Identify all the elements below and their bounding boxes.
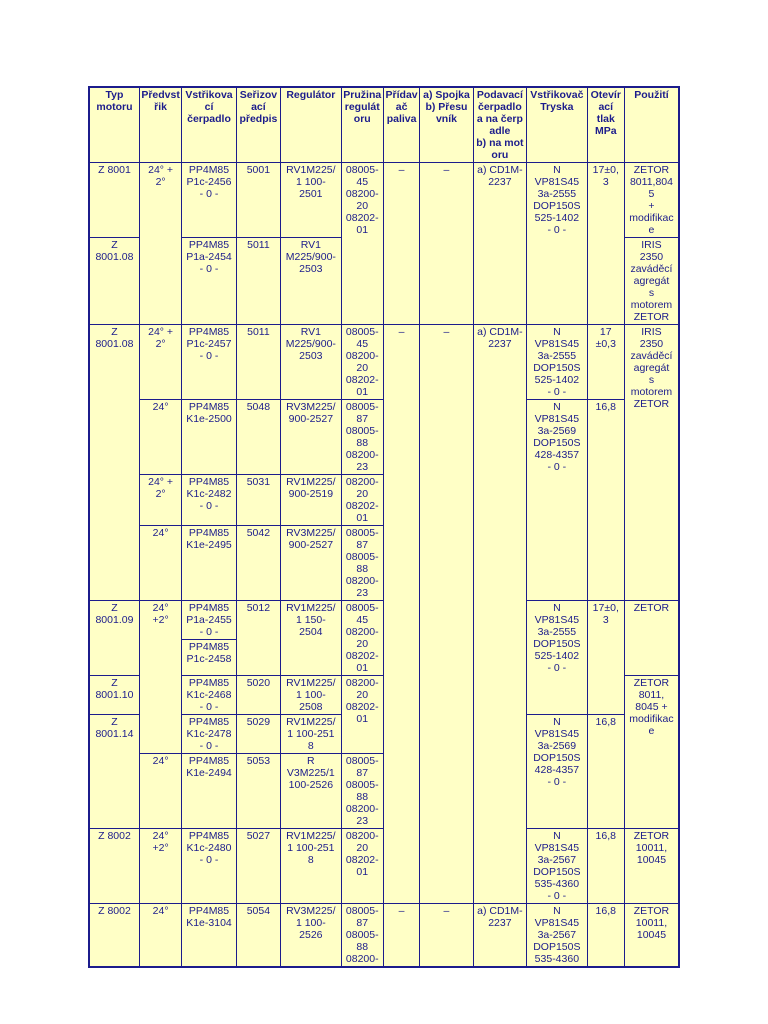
cell-oteviraci-tlak: 17 ±0,3 xyxy=(587,325,624,400)
cell-pridavac: – xyxy=(383,325,419,904)
cell-typ-motoru: Z 8001.09 xyxy=(89,601,139,676)
cell-cerpadlo: PP4M85 K1e-2495 xyxy=(182,526,236,601)
header-serizovaci-predpis: Seřizov ací předpis xyxy=(236,87,280,163)
cell-pridavac: – xyxy=(383,163,419,325)
cell-cerpadlo: PP4M85 P1a-2455 - 0 - xyxy=(182,601,236,640)
cell-regulator: R V3M225/1 100-2526 xyxy=(281,754,342,829)
cell-pruzina: 08005- 45 08200- 20 08202- 01 xyxy=(341,163,383,325)
cell-serizovaci-predpis: 5029 xyxy=(236,715,280,754)
cell-oteviraci-tlak: 16,8 xyxy=(587,400,624,601)
header-pruzina-regulatoru: Pružina regulát oru xyxy=(341,87,383,163)
cell-serizovaci-predpis: 5048 xyxy=(236,400,280,475)
cell-cerpadlo: PP4M85 P1c-2456 - 0 - xyxy=(182,163,236,238)
cell-predvstrik: 24° + 2° xyxy=(139,475,181,526)
cell-regulator: RV1 M225/900- 2503 xyxy=(281,325,342,400)
cell-vstrikovac: N VP81S45 3a-2567 DOP150S 535-4360 - 0 - xyxy=(527,829,588,904)
header-pridavac-paliva: Přídav ač paliva xyxy=(383,87,419,163)
cell-regulator: RV1M225/ 1 150- 2504 xyxy=(281,601,342,676)
cell-cerpadlo: PP4M85 P1a-2454 - 0 - xyxy=(182,238,236,325)
cell-cerpadlo: PP4M85 K1c-2468 - 0 - xyxy=(182,676,236,715)
cell-regulator: RV3M225/ 900-2527 xyxy=(281,526,342,601)
cell-cerpadlo: PP4M85 K1c-2482 - 0 - xyxy=(182,475,236,526)
cell-vstrikovac: N VP81S45 3a-2555 DOP150S 525-1402 - 0 - xyxy=(527,325,588,400)
header-vstrikovaci-cerpadlo: Vstřikova cí čerpadlo xyxy=(182,87,236,163)
cell-pouziti: ZETOR 8011,804 5 + modifikac e xyxy=(624,163,679,238)
cell-typ-motoru: Z 8001.08 xyxy=(89,238,139,325)
cell-oteviraci-tlak: 17±0, 3 xyxy=(587,601,624,715)
cell-predvstrik: 24° +2° xyxy=(139,829,181,904)
cell-predvstrik: 24° xyxy=(139,400,181,475)
cell-typ-motoru: Z 8001.14 xyxy=(89,715,139,829)
cell-pouziti: IRIS 2350 zaváděcí agregát s motorem ZETOR xyxy=(624,325,679,601)
cell-regulator: RV1M225/ 1 100-251 8 xyxy=(281,829,342,904)
cell-podavaci-cerpadlo: a) CD1M- 2237 xyxy=(473,325,526,904)
cell-regulator: RV1 M225/900- 2503 xyxy=(281,238,342,325)
cell-pouziti: ZETOR 10011, 10045 xyxy=(624,829,679,904)
cell-pruzina: 08200- 20 08202- 01 xyxy=(341,475,383,526)
cell-serizovaci-predpis: 5012 xyxy=(236,601,280,676)
cell-pruzina: 08200- 20 08202- 01 xyxy=(341,829,383,904)
header-pouziti: Použití xyxy=(624,87,679,163)
cell-predvstrik: 24° xyxy=(139,904,181,968)
cell-oteviraci-tlak: 16,8 xyxy=(587,829,624,904)
cell-podavaci-cerpadlo: a) CD1M- 2237 xyxy=(473,163,526,325)
cell-serizovaci-predpis: 5011 xyxy=(236,238,280,325)
table-row xyxy=(89,163,679,176)
cell-oteviraci-tlak: 16,8 xyxy=(587,904,624,968)
cell-serizovaci-predpis: 5001 xyxy=(236,163,280,238)
cell-pouziti: ZETOR 10011, 10045 xyxy=(624,904,679,968)
cell-cerpadlo: PP4M85 P1c-2458 xyxy=(182,640,236,676)
table-row xyxy=(89,904,679,917)
cell-vstrikovac: N VP81S45 3a-2555 DOP150S 525-1402 - 0 - xyxy=(527,601,588,715)
cell-pruzina: 08005- 45 08200- 20 08202- 01 xyxy=(341,325,383,400)
cell-regulator: RV3M225/ 900-2527 xyxy=(281,400,342,475)
header-predvstrik: Předvst řik xyxy=(139,87,181,163)
cell-cerpadlo: PP4M85 K1c-2478 - 0 - xyxy=(182,715,236,754)
cell-spojka: – xyxy=(420,325,473,904)
header-row xyxy=(89,87,679,163)
cell-typ-motoru: Z 8001.10 xyxy=(89,676,139,715)
cell-cerpadlo: PP4M85 P1c-2457 - 0 - xyxy=(182,325,236,400)
cell-regulator: RV1M225/ 1 100- 2501 xyxy=(281,163,342,238)
cell-pridavac: – xyxy=(383,904,419,968)
header-regulator: Regulátor xyxy=(281,87,342,163)
cell-vstrikovac: N VP81S45 3a-2567 DOP150S 535-4360 xyxy=(527,904,588,968)
cell-predvstrik: 24° + 2° xyxy=(139,325,181,400)
cell-pruzina: 08005- 45 08200- 20 08202- 01 xyxy=(341,601,383,676)
cell-pruzina: 08200- 20 08202- 01 xyxy=(341,676,383,754)
cell-pruzina: 08005- 87 08005- 88 08200- 23 xyxy=(341,754,383,829)
cell-pouziti: IRIS 2350 zaváděcí agregát s motorem ZETOR xyxy=(624,238,679,325)
cell-pouziti: ZETOR xyxy=(624,601,679,676)
cell-podavaci-cerpadlo: a) CD1M- 2237 xyxy=(473,904,526,968)
cell-typ-motoru: Z 8002 xyxy=(89,829,139,904)
header-podavaci-cerpadlo: Podavací čerpadlo a na čerp adle b) na mot oru xyxy=(473,87,526,163)
cell-typ-motoru: Z 8002 xyxy=(89,904,139,968)
cell-regulator: RV1M225/ 1 100-251 8 xyxy=(281,715,342,754)
cell-spojka: – xyxy=(420,163,473,325)
cell-serizovaci-predpis: 5054 xyxy=(236,904,280,968)
cell-regulator: RV1M225/ 1 100- 2508 xyxy=(281,676,342,715)
cell-serizovaci-predpis: 5042 xyxy=(236,526,280,601)
cell-oteviraci-tlak: 17±0, 3 xyxy=(587,163,624,325)
cell-regulator: RV3M225/ 1 100- 2526 xyxy=(281,904,342,968)
cell-predvstrik: 24° xyxy=(139,754,181,829)
header-oteviraci-tlak: Otevír ací tlak MPa xyxy=(587,87,624,163)
cell-pruzina: 08005- 87 08005- 88 08200- 23 xyxy=(341,526,383,601)
cell-spojka: – xyxy=(420,904,473,968)
cell-cerpadlo: PP4M85 K1e-2500 xyxy=(182,400,236,475)
cell-cerpadlo: PP4M85 K1c-2480 - 0 - xyxy=(182,829,236,904)
cell-vstrikovac: N VP81S45 3a-2555 DOP150S 525-1402 - 0 - xyxy=(527,163,588,325)
cell-typ-motoru: Z 8001 xyxy=(89,163,139,238)
header-typ-motoru: Typ motoru xyxy=(89,87,139,163)
cell-vstrikovac: N VP81S45 3a-2569 DOP150S 428-4357 - 0 - xyxy=(527,715,588,829)
cell-typ-motoru: Z 8001.08 xyxy=(89,325,139,601)
table-row xyxy=(89,325,679,338)
header-vstrikovac-tryska: Vstřikovač Tryska xyxy=(527,87,588,163)
cell-oteviraci-tlak: 16,8 xyxy=(587,715,624,829)
cell-predvstrik: 24° xyxy=(139,526,181,601)
cell-serizovaci-predpis: 5020 xyxy=(236,676,280,715)
engine-spec-table xyxy=(88,86,680,968)
cell-serizovaci-predpis: 5053 xyxy=(236,754,280,829)
cell-pruzina: 08005- 87 08005- 88 08200- xyxy=(341,904,383,968)
cell-regulator: RV1M225/ 900-2519 xyxy=(281,475,342,526)
cell-cerpadlo: PP4M85 K1e-3104 xyxy=(182,904,236,968)
cell-predvstrik: 24° +2° xyxy=(139,601,181,754)
cell-pruzina: 08005- 87 08005- 88 08200- 23 xyxy=(341,400,383,475)
cell-serizovaci-predpis: 5027 xyxy=(236,829,280,904)
cell-predvstrik: 24° + 2° xyxy=(139,163,181,325)
cell-serizovaci-predpis: 5031 xyxy=(236,475,280,526)
header-spojka-presuvnik: a) Spojka b) Přesu vník xyxy=(420,87,473,163)
cell-cerpadlo: PP4M85 K1e-2494 xyxy=(182,754,236,829)
cell-serizovaci-predpis: 5011 xyxy=(236,325,280,400)
cell-pouziti: ZETOR 8011, 8045 + modifikac e xyxy=(624,676,679,829)
cell-vstrikovac: N VP81S45 3a-2569 DOP150S 428-4357 - 0 - xyxy=(527,400,588,601)
